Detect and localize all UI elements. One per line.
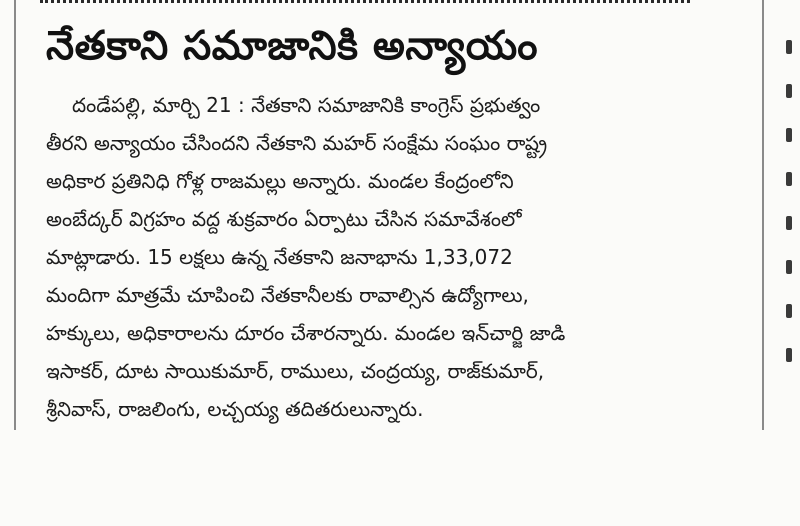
adjacent-text-fragment <box>786 348 792 362</box>
adjacent-text-fragment <box>786 260 792 274</box>
adjacent-text-fragment <box>786 40 792 54</box>
article-line-5: మాట్లాడారు. 15 లక్షలు ఉన్న నేతకాని జనాభాను 1,33,072 <box>46 245 513 269</box>
article-body <box>46 86 746 426</box>
article-line-1: దండేపల్లి, మార్చి 21 : నేతకాని సమాజానికి కాంగ్రెస్ ప్రభుత్వం <box>72 93 541 117</box>
article-line-8: ఇసాకర్, దూట సాయికుమార్, రాములు, చంద్రయ్య, రాజ్‌కుమార్, <box>46 359 545 383</box>
cropped-previous-text <box>40 0 690 6</box>
article-line-9: శ్రీనివాస్, రాజలింగు, లచ్చయ్య తదితరులున్నారు. <box>46 397 424 421</box>
article-line-7: హక్కులు, అధికారాలను దూరం చేశారన్నారు. మండల ఇన్‌చార్జి జాడి <box>46 321 566 345</box>
article-line-4: అంబేద్కర్ విగ్రహం వద్ద శుక్రవారం ఏర్పాటు చేసిన సమావేశంలో <box>46 207 522 231</box>
article-line-3: అధికార ప్రతినిధి గోళ్ల రాజమల్లు అన్నారు. మండల కేంద్రంలోని <box>46 169 514 193</box>
adjacent-text-fragment <box>786 304 792 318</box>
adjacent-text-fragment <box>786 84 792 98</box>
article-headline: నేతకాని సమాజానికి అన్యాయం <box>46 23 538 69</box>
adjacent-text-fragment <box>786 128 792 142</box>
right-column-rule <box>762 0 764 430</box>
adjacent-text-fragment <box>786 216 792 230</box>
article-line-2: తీరని అన్యాయం చేసిందని నేతకాని మహర్ సంక్షేమ సంఘం రాష్ట్ర <box>46 131 548 155</box>
adjacent-column-fragment <box>780 40 800 400</box>
adjacent-text-fragment <box>786 172 792 186</box>
article-line-6: మందిగా మాత్రమే చూపించి నేతకానీలకు రావాల్సిన ఉద్యోగాలు, <box>46 283 529 307</box>
cropped-text-line <box>40 0 690 3</box>
left-column-rule <box>14 0 16 430</box>
